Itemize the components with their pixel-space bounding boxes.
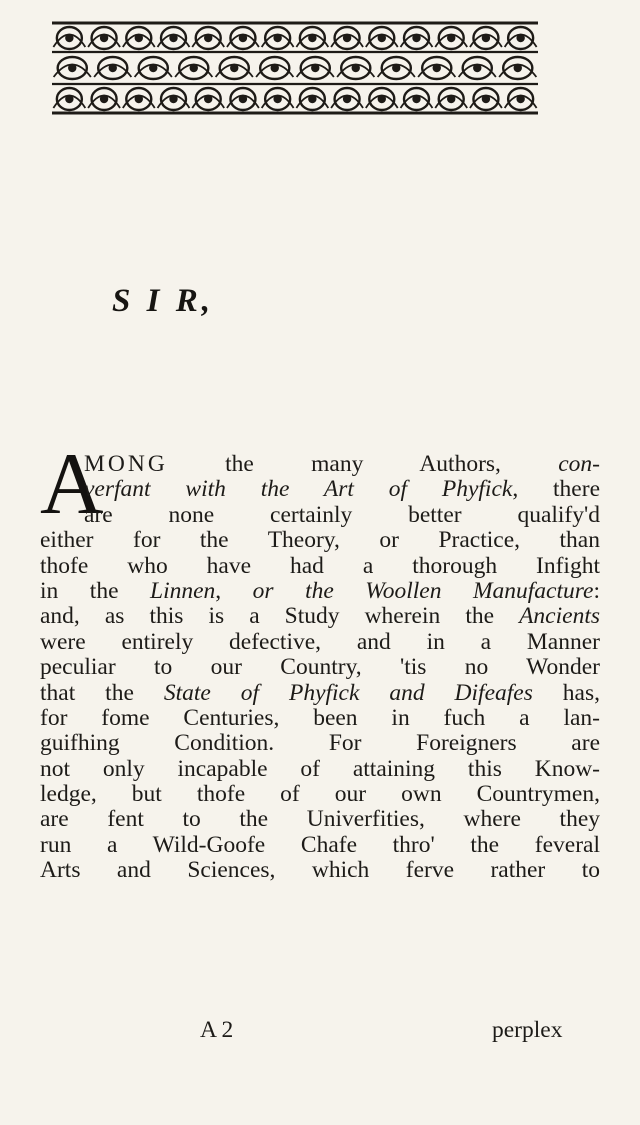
text-line <box>84 477 600 502</box>
fleuron-ornament <box>262 88 294 110</box>
salutation-heading: S I R, <box>112 283 214 319</box>
text-line <box>40 833 600 858</box>
text-line <box>84 452 600 477</box>
text-run: Linnen <box>150 577 216 604</box>
text-run: thofe who have had a thorough Infight <box>40 552 600 579</box>
text-run: , there <box>512 476 600 503</box>
text-run: not only incapable of attaining this Know- <box>40 755 600 782</box>
fleuron-ornament <box>123 27 155 49</box>
body-paragraph <box>40 452 600 884</box>
text-run: that the <box>40 679 164 706</box>
ornament-row-bottom <box>53 88 536 110</box>
fleuron-ornament <box>401 27 433 49</box>
fleuron-ornament <box>470 88 502 110</box>
text-line <box>40 807 600 832</box>
text-line <box>40 681 600 706</box>
fleuron-ornament <box>158 27 190 49</box>
fleuron-ornament <box>192 27 224 49</box>
fleuron-ornament <box>262 27 294 49</box>
text-run: MONG <box>84 451 168 477</box>
text-line <box>40 706 600 731</box>
fleuron-ornament <box>227 88 259 110</box>
text-line <box>40 858 600 883</box>
text-line <box>40 655 600 680</box>
fleuron-ornament <box>418 57 455 79</box>
ornament-row-top <box>53 27 536 49</box>
fleuron-ornament <box>135 57 172 79</box>
text-line <box>40 782 600 807</box>
fleuron-ornament <box>88 27 120 49</box>
text-line <box>40 579 600 604</box>
text-line <box>40 554 600 579</box>
text-run: : <box>593 577 600 604</box>
fleuron-ornament <box>296 88 328 110</box>
ornamental-header-band <box>52 20 538 116</box>
fleuron-ornament <box>435 27 467 49</box>
text-line <box>84 503 600 528</box>
fleuron-ornament <box>53 27 85 49</box>
text-run: and, as this is a Study wherein the <box>40 603 520 630</box>
fleuron-ornament <box>378 57 415 79</box>
text-line <box>40 528 600 553</box>
fleuron-ornament <box>499 57 536 79</box>
text-run: for fome Centuries, been in fuch a lan- <box>40 704 600 731</box>
text-run: peculiar to our Country, 'tis no Wonder <box>40 654 600 681</box>
fleuron-ornament <box>192 88 224 110</box>
fleuron-ornament <box>94 57 131 79</box>
fleuron-ornament <box>366 88 398 110</box>
fleuron-ornament <box>54 57 91 79</box>
text-run: ledge, but thofe of our own Countrymen, <box>40 781 600 808</box>
fleuron-ornament <box>123 88 155 110</box>
text-run: verfant with the Art of Phyfick <box>84 476 513 503</box>
text-run: guifhing Condition. For Foreigners are <box>40 730 600 757</box>
catchword: perplex <box>492 1017 563 1043</box>
text-run: or the Woollen Manufacture <box>252 577 594 604</box>
text-run: in the <box>40 577 150 604</box>
fleuron-ornament <box>366 27 398 49</box>
text-run: Ancients <box>519 603 600 630</box>
text-run: , <box>215 577 253 604</box>
ornament-row-middle <box>54 57 537 79</box>
fleuron-ornament <box>175 57 212 79</box>
text-run: either for the Theory, or Practice, than <box>40 527 600 554</box>
fleuron-ornament <box>256 57 293 79</box>
fleuron-ornament <box>88 88 120 110</box>
text-line <box>40 757 600 782</box>
fleuron-ornament <box>331 27 363 49</box>
text-run: are fent to the Univerfities, where they <box>40 806 600 833</box>
drop-cap-letter: A <box>40 436 104 533</box>
fleuron-ornament <box>53 88 85 110</box>
fleuron-ornament <box>216 57 253 79</box>
fleuron-ornament <box>435 88 467 110</box>
text-run: has, <box>532 679 600 706</box>
text-run: run a Wild-Goofe Chafe thro' the feveral <box>40 831 600 858</box>
fleuron-ornament <box>401 88 433 110</box>
signature-mark: A 2 <box>200 1017 234 1043</box>
text-run: State of Phyfick and Difeafes <box>163 679 533 706</box>
fleuron-ornament <box>505 27 537 49</box>
fleuron-ornament <box>331 88 363 110</box>
text-line <box>40 604 600 629</box>
text-line <box>40 630 600 655</box>
text-run: Arts and Sciences, which ferve rather to <box>40 857 600 884</box>
fleuron-ornament <box>505 88 537 110</box>
fleuron-ornament <box>158 88 190 110</box>
text-line <box>40 731 600 756</box>
text-run: are none certainly better qualify'd <box>84 501 600 528</box>
fleuron-ornament <box>470 27 502 49</box>
text-run: con- <box>558 451 600 477</box>
fleuron-ornament <box>459 57 496 79</box>
fleuron-ornament <box>337 57 374 79</box>
fleuron-ornament <box>297 57 334 79</box>
fleuron-ornament <box>296 27 328 49</box>
text-run: were entirely defective, and in a Manner <box>40 628 600 655</box>
text-run: the many Authors, <box>167 451 559 477</box>
fleuron-ornament <box>227 27 259 49</box>
